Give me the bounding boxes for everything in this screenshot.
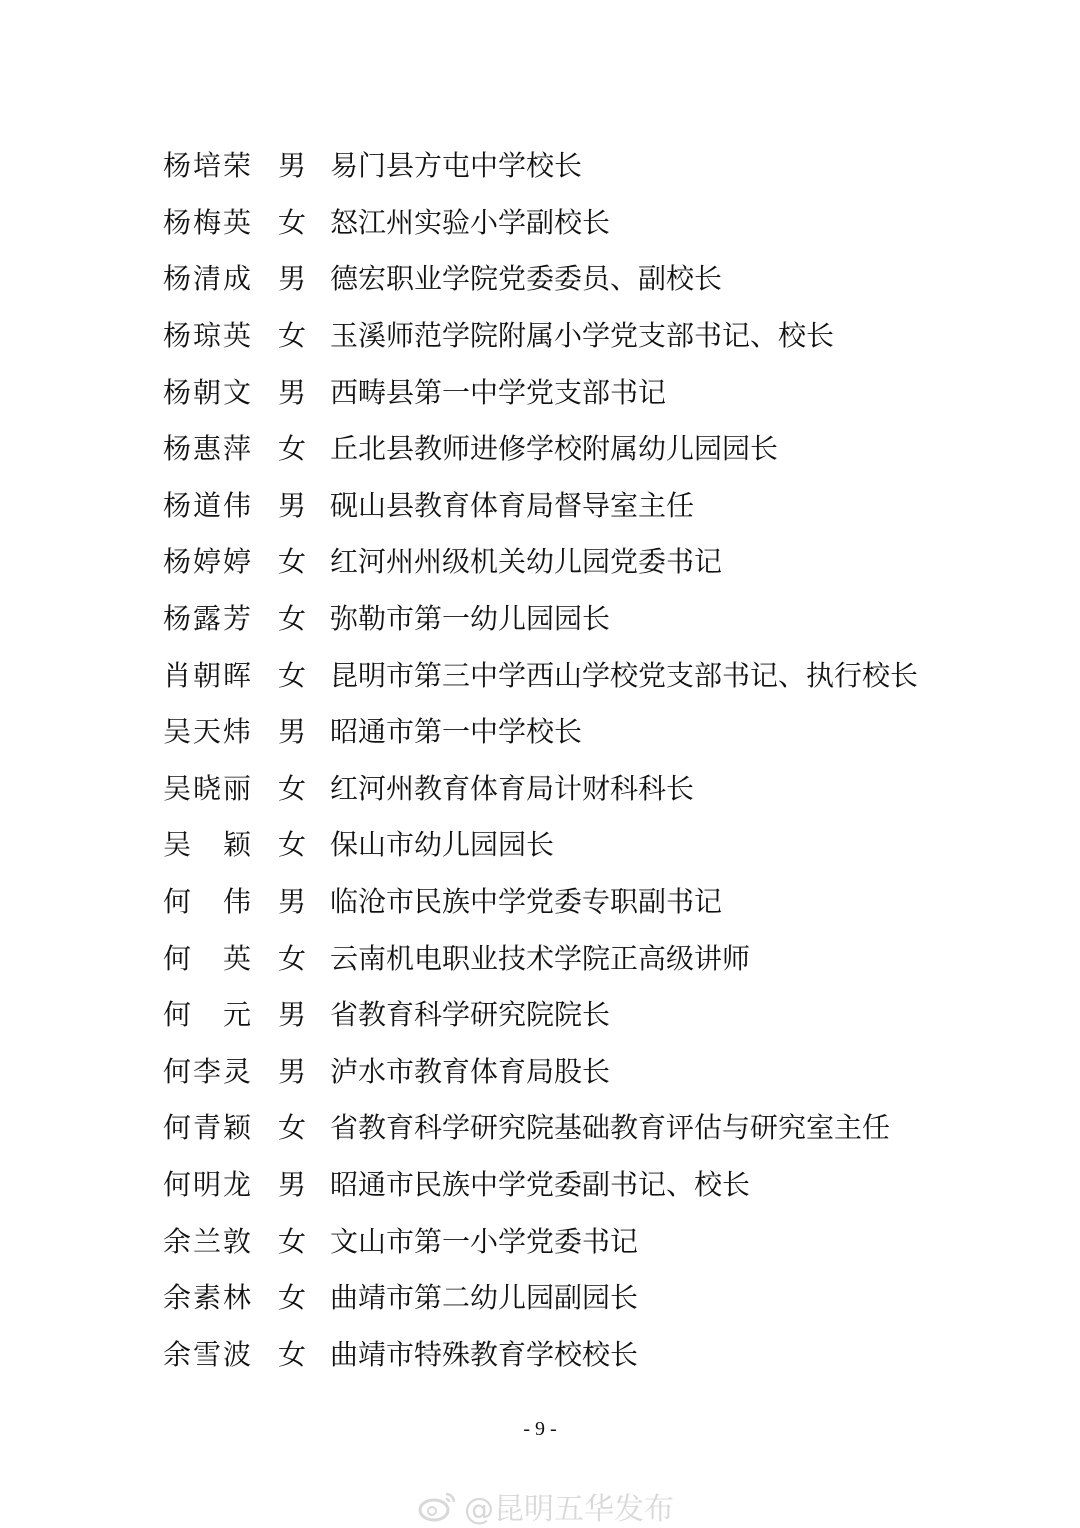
person-gender: 女 [278,602,307,636]
person-role: 玉溪师范学院附属小学党支部书记、校长 [330,319,835,353]
person-gender: 女 [278,1337,307,1371]
person-name: 余兰敦 [163,1224,251,1258]
person-gender: 女 [278,1281,307,1315]
person-gender: 女 [278,319,307,353]
person-name: 杨琼英 [163,319,251,353]
person-name: 余雪波 [163,1337,251,1371]
person-name: 何青颖 [163,1111,251,1145]
person-role: 昆明市第三中学西山学校党支部书记、执行校长 [330,658,919,692]
list-item [163,645,918,702]
person-name: 吴 颖 [163,828,251,862]
list-item [163,193,918,250]
person-gender: 女 [278,432,307,466]
person-role: 怒江州实验小学副校长 [330,205,611,239]
list-item [163,872,918,929]
person-gender: 女 [278,545,307,579]
person-gender: 女 [278,205,307,239]
person-name: 杨朝文 [163,375,251,409]
list-item [163,362,918,419]
person-name: 吴晓丽 [163,771,251,805]
watermark-text: @昆明五华发布 [464,1492,674,1527]
person-name: 杨道伟 [163,488,251,522]
person-name: 何李灵 [163,1054,251,1088]
person-gender: 男 [278,262,307,296]
person-name: 杨露芳 [163,602,251,636]
list-item [163,589,918,646]
person-role: 弥勒市第一幼儿园园长 [330,602,611,636]
person-role: 泸水市教育体育局股长 [330,1054,611,1088]
list-item [163,702,918,759]
person-role: 云南机电职业技术学院正高级讲师 [330,941,751,975]
person-role: 砚山县教育体育局督导室主任 [330,488,695,522]
person-name: 何 英 [163,941,251,975]
person-gender: 男 [278,488,307,522]
list-item [163,1098,918,1155]
person-gender: 男 [278,998,307,1032]
person-role: 省教育科学研究院基础教育评估与研究室主任 [330,1111,891,1145]
person-gender: 女 [278,1111,307,1145]
person-role: 省教育科学研究院院长 [330,998,611,1032]
person-role: 曲靖市第二幼儿园副园长 [330,1281,639,1315]
person-role: 德宏职业学院党委委员、副校长 [330,262,723,296]
person-role: 红河州州级机关幼儿园党委书记 [330,545,723,579]
person-role: 文山市第一小学党委书记 [330,1224,639,1258]
page-number: - 9 - [523,1418,557,1440]
person-gender: 女 [278,771,307,805]
list-item [163,1268,918,1325]
list-item [163,1042,918,1099]
person-gender: 男 [278,1054,307,1088]
list-item [163,928,918,985]
list-item [163,985,918,1042]
person-gender: 女 [278,828,307,862]
personnel-list [163,136,918,1381]
list-item [163,1155,918,1212]
person-role: 曲靖市特殊教育学校校长 [330,1337,639,1371]
person-gender: 男 [278,885,307,919]
person-role: 昭通市第一中学校长 [330,715,583,749]
person-name: 何 元 [163,998,251,1032]
list-item [163,1211,918,1268]
person-role: 昭通市民族中学党委副书记、校长 [330,1167,751,1201]
list-item [163,419,918,476]
list-item [163,1324,918,1381]
person-name: 杨梅英 [163,205,251,239]
person-gender: 男 [278,149,307,183]
person-gender: 女 [278,1224,307,1258]
person-name: 余素林 [163,1281,251,1315]
person-name: 肖朝晖 [163,658,251,692]
person-name: 何 伟 [163,885,251,919]
person-name: 杨清成 [163,262,251,296]
list-item [163,306,918,363]
list-item [163,249,918,306]
person-role: 丘北县教师进修学校附属幼儿园园长 [330,432,779,466]
person-gender: 女 [278,941,307,975]
list-item [163,759,918,816]
person-role: 西畴县第一中学党支部书记 [330,375,667,409]
person-name: 何明龙 [163,1167,251,1201]
person-role: 临沧市民族中学党委专职副书记 [330,885,723,919]
person-name: 杨婷婷 [163,545,251,579]
person-gender: 男 [278,375,307,409]
weibo-watermark [418,1484,674,1528]
person-gender: 男 [278,715,307,749]
person-name: 吴天炜 [163,715,251,749]
list-item [163,815,918,872]
list-item [163,136,918,193]
person-role: 红河州教育体育局计财科科长 [330,771,695,805]
list-item [163,476,918,533]
person-role: 易门县方屯中学校长 [330,149,583,183]
person-role: 保山市幼儿园园长 [330,828,555,862]
weibo-logo-icon [418,1490,458,1522]
person-gender: 男 [278,1167,307,1201]
person-gender: 女 [278,658,307,692]
list-item [163,532,918,589]
person-name: 杨培荣 [163,149,251,183]
person-name: 杨惠萍 [163,432,251,466]
